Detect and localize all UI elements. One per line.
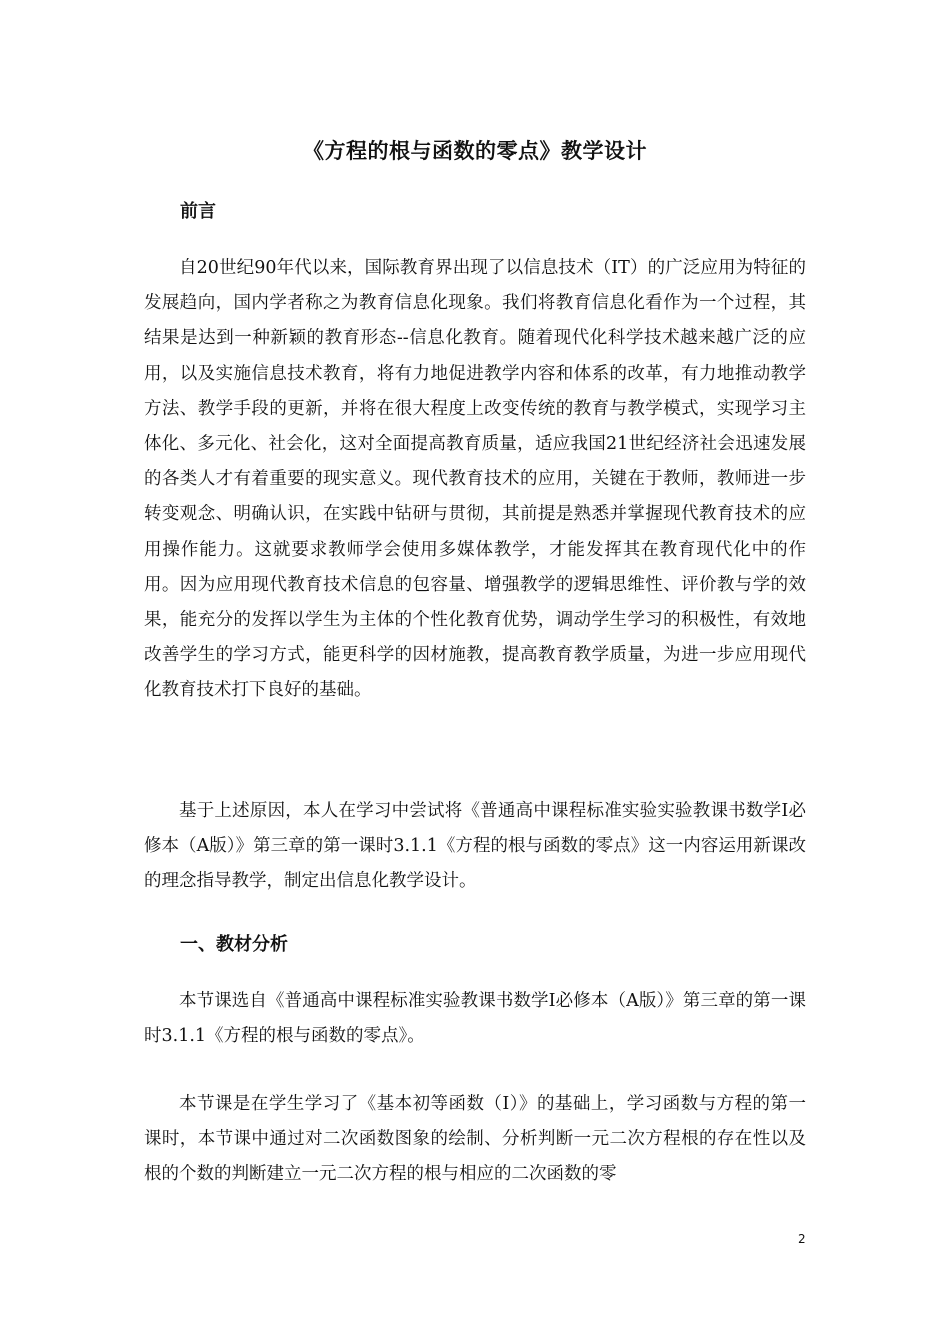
section-heading-textbook-analysis: 一、教材分析: [180, 934, 288, 955]
paragraph-lesson-source: 本节课选自《普通高中课程标准实验教课书数学Ⅰ必修本（A版）》第三章的第一课时3.1.1《方程的根与函数的零点》。: [144, 991, 806, 1047]
paragraph-lesson-context: 本节课是在学生学习了《基本初等函数（Ⅰ）》的基础上，学习函数与方程的第一课时，本节课中通过对二次函数图象的绘制、分析判断一元二次方程根的存在性以及根的个数的判断建立一元二次方程的根与相应的二次函数的零: [144, 1094, 806, 1185]
page-number: 2: [798, 1232, 806, 1246]
document-title: 《方程的根与函数的零点》教学设计: [303, 139, 647, 163]
paragraph-preface: 自20世纪90年代以来，国际教育界出现了以信息技术（IT）的广泛应用为特征的发展趋向，国内学者称之为教育信息化现象。我们将教育信息化看作为一个过程，其结果是达到一种新颖的教育形态--信息化教育。随着现代化科学技术越来越广泛的应用，以及实施信息技术教育，将有力地促进教学内容和体系的改革，有力地推动教学方法、教学手段的更新，并将在很大程度上改变传统的教育与教学模式，实现学习主体化、多元化、社会化，这对全面提高教育质量，适应我国21世纪经济社会迅速发展的各类人才有着重要的现实意义。现代教育技术的应用，关键在于教师，教师进一步转变观念、明确认识，在实践中钻研与贯彻，其前提是熟悉并掌握现代教育技术的应用操作能力。这就要求教师学会使用多媒体教学，才能发挥其在教育现代化中的作用。因为应用现代教育技术信息的包容量、增强教学的逻辑思维性、评价教与学的效果，能充分的发挥以学生为主体的个性化教育优势，调动学生学习的积极性，有效地改善学生的学习方式，能更科学的因材施教，提高教育教学质量，为进一步应用现代化教育技术打下良好的基础。: [144, 258, 806, 701]
section-heading-preface: 前言: [180, 201, 216, 222]
paragraph-reason: 基于上述原因，本人在学习中尝试将《普通高中课程标准实验实验教课书数学Ⅰ必修本（A版）》第三章的第一课时3.1.1《方程的根与函数的零点》这一内容运用新课改的理念指导教学，制定出信息化教学设计。: [144, 801, 806, 892]
